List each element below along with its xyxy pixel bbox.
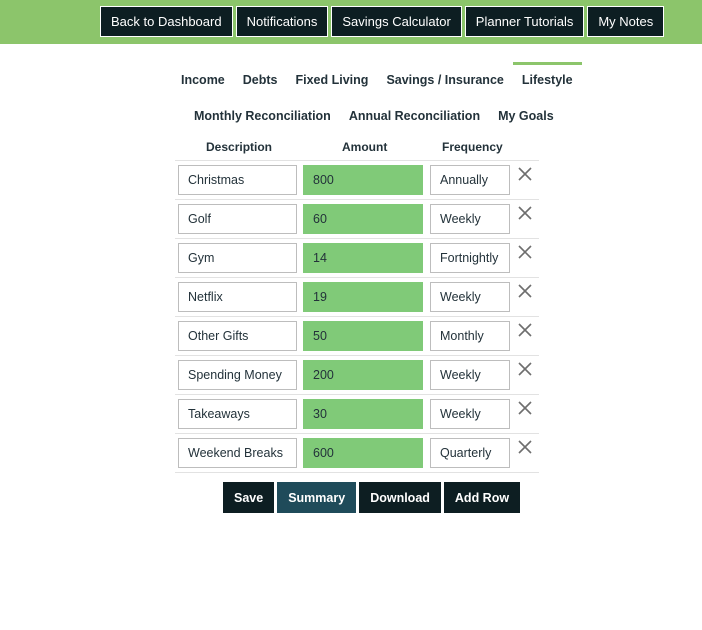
frequency-select[interactable]: Fortnightly <box>430 243 510 273</box>
tab-fixed-living[interactable]: Fixed Living <box>295 73 369 87</box>
tab-income[interactable]: Income <box>181 73 225 87</box>
description-input[interactable]: Netflix <box>178 282 297 312</box>
tab-lifestyle[interactable]: Lifestyle <box>513 62 582 93</box>
amount-input[interactable]: 50 <box>303 321 423 351</box>
close-icon[interactable] <box>517 400 533 416</box>
planner-tutorials-button[interactable]: Planner Tutorials <box>465 6 585 37</box>
close-icon[interactable] <box>517 244 533 260</box>
description-input[interactable]: Other Gifts <box>178 321 297 351</box>
top-nav <box>100 6 664 37</box>
frequency-select[interactable]: Annually <box>430 165 510 195</box>
close-icon[interactable] <box>517 205 533 221</box>
notifications-button[interactable]: Notifications <box>236 6 329 37</box>
amount-input[interactable]: 19 <box>303 282 423 312</box>
my-notes-button[interactable]: My Notes <box>587 6 664 37</box>
frequency-select[interactable]: Weekly <box>430 360 510 390</box>
tab-savings-insurance[interactable]: Savings / Insurance <box>386 73 504 87</box>
close-icon[interactable] <box>517 283 533 299</box>
description-input[interactable]: Spending Money <box>178 360 297 390</box>
tab-annual-reconciliation[interactable]: Annual Reconciliation <box>348 109 481 123</box>
amount-input[interactable]: 600 <box>303 438 423 468</box>
save-button[interactable]: Save <box>223 482 274 513</box>
column-header-frequency: Frequency <box>442 140 503 154</box>
tab-monthly-reconciliation[interactable]: Monthly Reconciliation <box>194 109 331 123</box>
tab-my-goals[interactable]: My Goals <box>498 109 554 123</box>
description-input[interactable]: Christmas <box>178 165 297 195</box>
table-row <box>175 394 539 433</box>
description-input[interactable]: Gym <box>178 243 297 273</box>
description-input[interactable]: Weekend Breaks <box>178 438 297 468</box>
summary-button[interactable]: Summary <box>277 482 356 513</box>
table-row <box>175 355 539 394</box>
close-icon[interactable] <box>517 166 533 182</box>
frequency-select[interactable]: Weekly <box>430 399 510 429</box>
amount-input[interactable]: 800 <box>303 165 423 195</box>
tab-debts[interactable]: Debts <box>242 73 278 87</box>
savings-calculator-button[interactable]: Savings Calculator <box>331 6 461 37</box>
expense-table <box>175 160 539 473</box>
table-row <box>175 199 539 238</box>
table-row <box>175 160 539 199</box>
column-header-amount: Amount <box>342 140 388 154</box>
download-button[interactable]: Download <box>359 482 441 513</box>
add-row-button[interactable]: Add Row <box>444 482 520 513</box>
amount-input[interactable]: 60 <box>303 204 423 234</box>
top-bar <box>0 0 702 44</box>
table-row <box>175 316 539 355</box>
category-tabs <box>172 62 573 93</box>
description-input[interactable]: Takeaways <box>178 399 297 429</box>
table-row <box>175 433 539 473</box>
amount-input[interactable]: 14 <box>303 243 423 273</box>
amount-input[interactable]: 200 <box>303 360 423 390</box>
back-to-dashboard-button[interactable]: Back to Dashboard <box>100 6 233 37</box>
frequency-select[interactable]: Weekly <box>430 204 510 234</box>
close-icon[interactable] <box>517 361 533 377</box>
column-header-description: Description <box>206 140 273 154</box>
table-row <box>175 238 539 277</box>
amount-input[interactable]: 30 <box>303 399 423 429</box>
close-icon[interactable] <box>517 439 533 455</box>
reconciliation-tabs <box>185 98 563 129</box>
frequency-select[interactable]: Weekly <box>430 282 510 312</box>
frequency-select[interactable]: Quarterly <box>430 438 510 468</box>
frequency-select[interactable]: Monthly <box>430 321 510 351</box>
description-input[interactable]: Golf <box>178 204 297 234</box>
table-row <box>175 277 539 316</box>
action-buttons <box>223 482 520 513</box>
close-icon[interactable] <box>517 322 533 338</box>
